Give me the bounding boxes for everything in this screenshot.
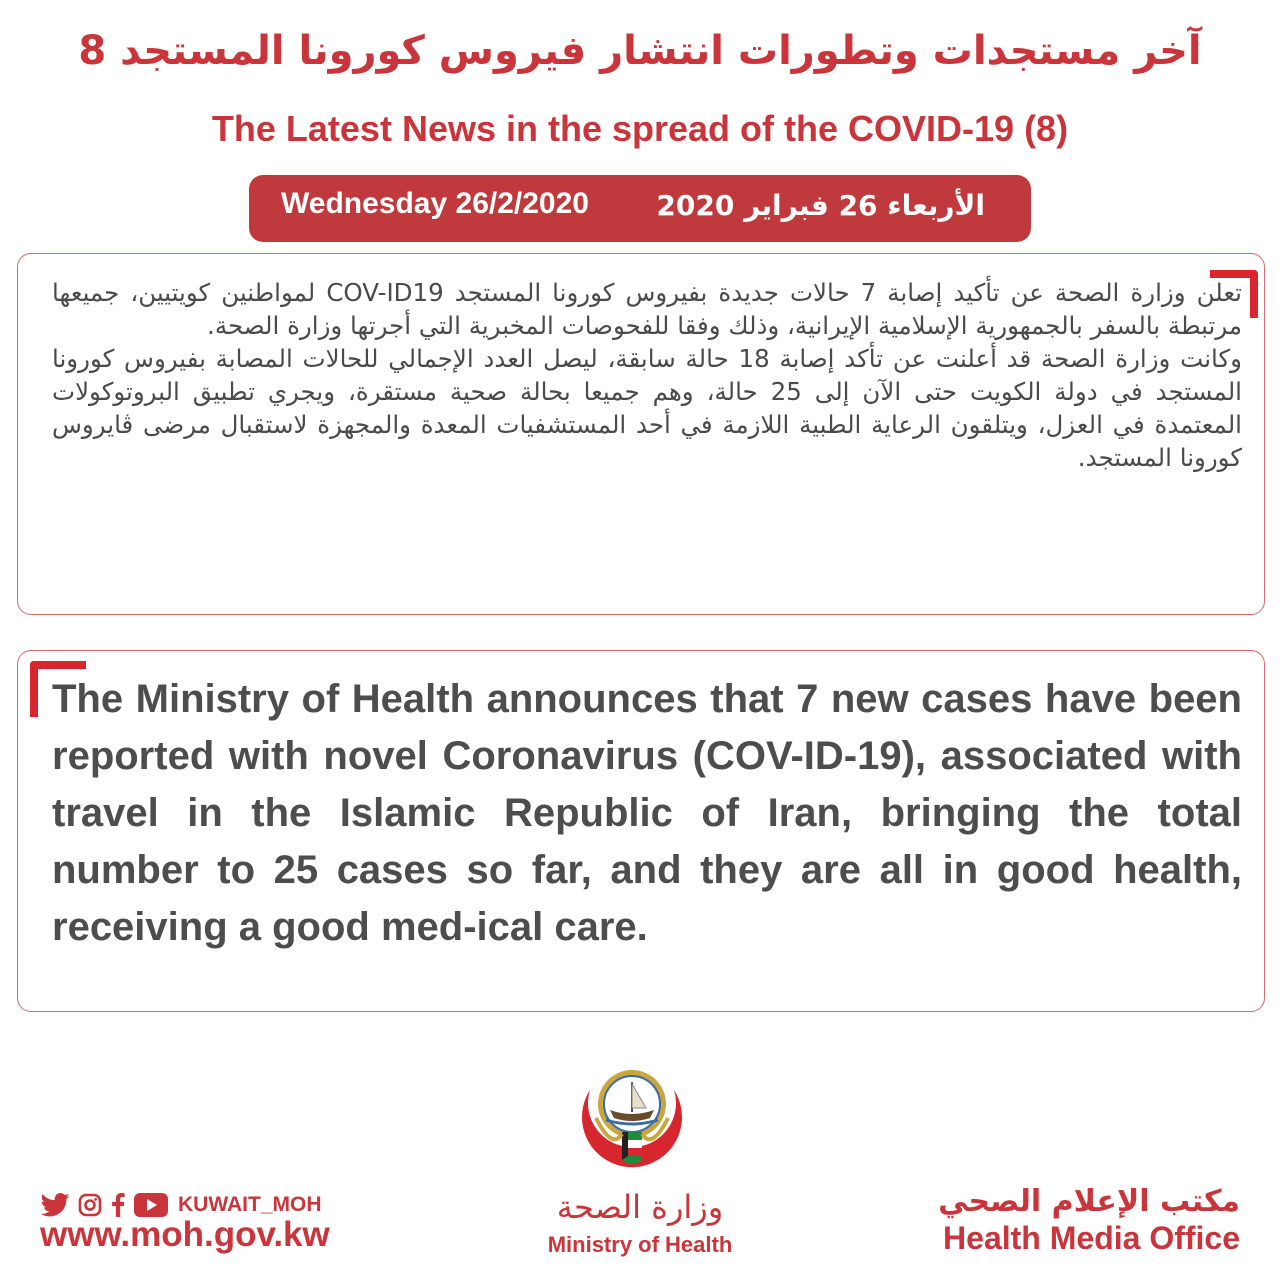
office-name-arabic: مكتب الإعلام الصحي <box>938 1184 1240 1219</box>
date-banner <box>249 175 1031 242</box>
arabic-announcement-box <box>17 253 1265 615</box>
page-title-arabic: آخر مستجدات وتطورات انتشار فيروس كورونا المستجد 8 <box>78 28 1202 74</box>
ministry-name-english: Ministry of Health <box>547 1232 733 1257</box>
social-handle[interactable]: KUWAIT_MOH <box>178 1193 322 1216</box>
office-name-english: Health Media Office <box>943 1220 1240 1256</box>
ministry-name-arabic: وزارة الصحة <box>556 1188 724 1226</box>
date-english: Wednesday 26/2/2020 <box>281 187 589 220</box>
date-arabic: الأربعاء 26 فبراير 2020 <box>656 189 985 222</box>
youtube-icon[interactable] <box>134 1193 168 1217</box>
english-announcement-text: The Ministry of Health announces that 7 new cases have been reported with novel Coronavirus (COV-ID-19), associated with travel in the Islamic Republic of Iran, bringing the total number to 25 cases so far, and they are all in good health, receiving a good med-ical care. <box>52 677 1242 949</box>
twitter-icon[interactable] <box>40 1193 70 1217</box>
page-title-english: The Latest News in the spread of the COVID-19 (8) <box>211 108 1069 149</box>
kuwait-emblem-logo <box>572 1060 692 1188</box>
website-link[interactable]: www.moh.gov.kw <box>40 1215 330 1254</box>
english-announcement-box <box>17 650 1265 1012</box>
instagram-icon[interactable] <box>78 1193 102 1217</box>
arabic-paragraph-1: تعلن وزارة الصحة عن تأكيد إصابة 7 حالات جديدة بفيروس كورونا المستجد COV-ID19 لمواطنين كويتيين، جميعها مرتبطة بالسفر بالجمهورية الإسلامية الإيرانية، وذلك وفقا للفحوصات المخبرية التي أجرتها وزارة الصحة. <box>52 278 1242 340</box>
arabic-announcement-text <box>52 276 1242 474</box>
arabic-paragraph-2: وكانت وزارة الصحة قد أعلنت عن تأكد إصابة 18 حالة سابقة، ليصل العدد الإجمالي للحالات المصابة بفيروس كورونا المستجد في دولة الكويت حتى الآن إلى 25 حالة، وهم جميعا بحالة صحية مستقرة، ويجري تطبيق البروتوكولات المعتمدة في العزل، ويتلقون الرعاية الطبية اللازمة في أحد المستشفيات المعدة والمجهزة لاستقبال مرضى ڤايروس كورونا المستجد. <box>52 344 1242 472</box>
facebook-icon[interactable] <box>110 1193 126 1217</box>
